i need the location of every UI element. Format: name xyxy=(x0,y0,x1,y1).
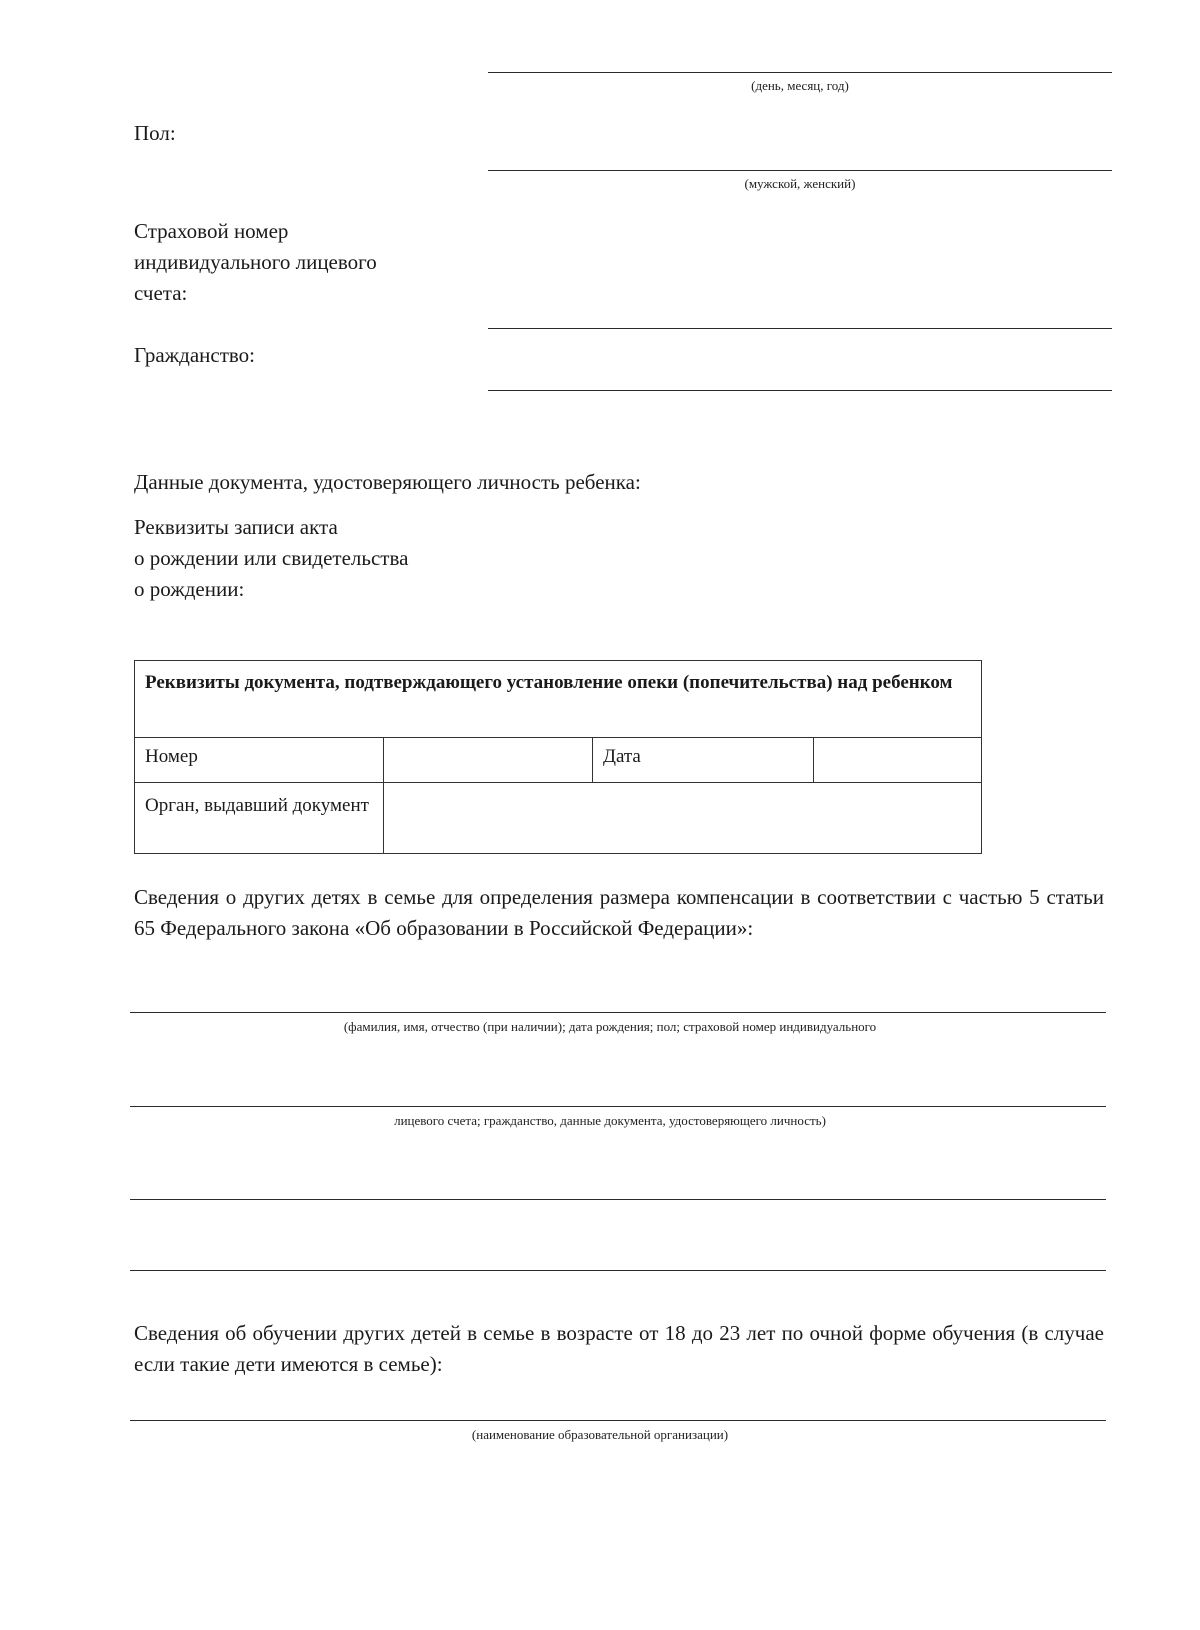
issuer-label: Орган, выдавший документ xyxy=(135,783,384,854)
date-cell[interactable] xyxy=(814,738,982,783)
other-children-text: Сведения о других детях в семье для определения размера компенсации в соответствии с частью 5 статьи 65 Федерального закона «Об образовании в Российской Федерации»: xyxy=(134,885,1104,940)
id-doc-heading: Данные документа, удостоверяющего личность ребенка: xyxy=(134,470,641,494)
birth-record-label xyxy=(134,512,408,605)
other-children-line-1[interactable] xyxy=(130,1012,1106,1013)
birth-record-line-1: Реквизиты записи акта xyxy=(134,515,338,539)
education-hint: (наименование образовательной организации) xyxy=(471,1427,729,1442)
snils-label-line-1: Страховой номер xyxy=(134,219,289,243)
guardianship-table xyxy=(134,660,982,854)
other-children-line-4[interactable] xyxy=(130,1270,1106,1271)
snils-label xyxy=(134,216,377,309)
sex-label: Пол: xyxy=(134,121,176,145)
citizenship-line[interactable] xyxy=(488,390,1112,391)
other-children-hint-2: лицевого счета; гражданство, данные документа, удостоверяющего личность) xyxy=(394,1113,826,1128)
birth-record-line-3: о рождении: xyxy=(134,577,245,601)
citizenship-label: Гражданство: xyxy=(134,343,255,367)
table-header: Реквизиты документа, подтверждающего установление опеки (попечительства) над ребенком xyxy=(135,661,982,738)
education-line[interactable] xyxy=(130,1420,1106,1421)
sex-hint: (мужской, женский) xyxy=(744,176,856,191)
snils-label-line-3: счета: xyxy=(134,281,188,305)
other-children-line-3[interactable] xyxy=(130,1199,1106,1200)
number-label: Номер xyxy=(135,738,384,783)
date-label: Дата xyxy=(593,738,814,783)
table-row xyxy=(135,783,982,854)
snils-label-line-2: индивидуального лицевого xyxy=(134,250,377,274)
other-children-line-2[interactable] xyxy=(130,1106,1106,1107)
birth-date-line[interactable] xyxy=(488,72,1112,73)
birth-date-hint: (день, месяц, год) xyxy=(751,78,849,93)
other-children-hint-1: (фамилия, имя, отчество (при наличии); дата рождения; пол; страховой номер индивидуального xyxy=(343,1019,877,1034)
issuer-cell[interactable] xyxy=(384,783,982,854)
birth-record-line-2: о рождении или свидетельства xyxy=(134,546,409,570)
snils-line[interactable] xyxy=(488,328,1112,329)
table-row xyxy=(135,738,982,783)
sex-line[interactable] xyxy=(488,170,1112,171)
education-text: Сведения об обучении других детей в семье в возрасте от 18 до 23 лет по очной форме обучения (в случае если такие дети имеются в семье): xyxy=(134,1321,1104,1376)
number-cell[interactable] xyxy=(384,738,593,783)
table-header-row xyxy=(135,661,982,738)
